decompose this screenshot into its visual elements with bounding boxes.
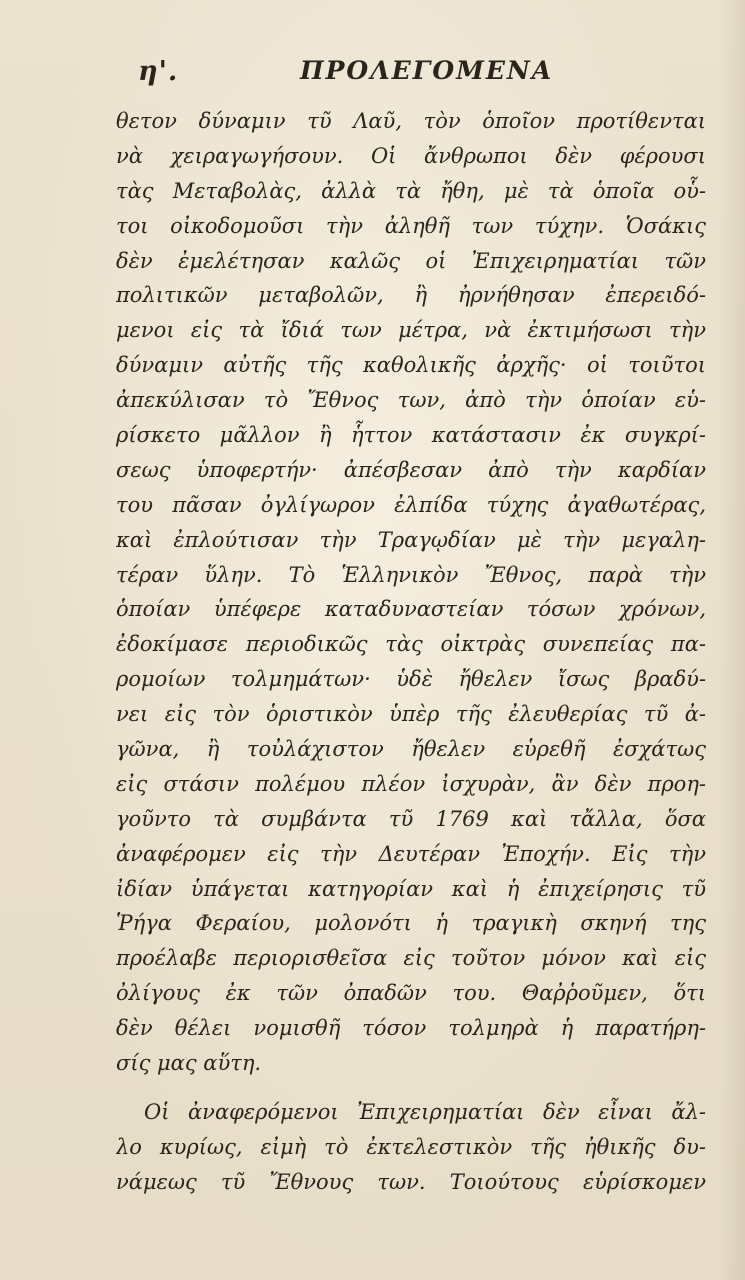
text-line: δὲν ἐμελέτησαν καλῶς οἱ Ἐπιχειρηματίαι τῶν — [116, 248, 706, 273]
text-line: εἰς στάσιν πολέμου πλέον ἰσχυρὰν, ἂν δὲν προη- — [116, 771, 706, 796]
text-line: καὶ ἐπλούτισαν τὴν Τραγῳδίαν μὲ τὴν μεγαλη- — [116, 527, 706, 552]
text-line: γῶνα, ἢ τοὐλάχιστον ἤθελεν εὑρεθῆ ἐσχάτως — [116, 737, 706, 762]
running-title: ΠΡΟΛΕΓΟΜΕΝΑ — [300, 56, 554, 85]
text-line: λο κυρίως, εἰμὴ τὸ ἐκτελεστικὸν τῆς ἠθικῆς δυ- — [116, 1134, 706, 1159]
text-line: νὰ χειραγωγήσουν. Οἱ ἄνθρωποι δὲν φέρουσι — [116, 143, 706, 168]
text-line: νάμεως τῦ Ἔθνους των. Τοιούτους εὑρίσκομεν — [116, 1169, 706, 1194]
paragraph-2 — [116, 1095, 706, 1200]
text-line: δύναμιν αὐτῆς τῆς καθολικῆς ἀρχῆς· οἱ τοιῦτοι — [116, 353, 706, 378]
text-line: Οἱ ἀναφερόμενοι Ἐπιχειρηματίαι δὲν εἶναι ἄλ- — [144, 1099, 706, 1124]
text-line: δὲν θέλει νομισθῆ τόσον τολμηρὰ ἡ παρατήρη- — [116, 1016, 706, 1041]
page-number: η'. — [138, 56, 179, 87]
text-line: Ῥήγα Φεραίου, μολονότι ἡ τραγικὴ σκηνή της — [116, 911, 706, 936]
text-line: ρίσκετο μᾶλλον ἢ ἧττον κατάστασιν ἐκ συγκρί- — [116, 423, 706, 448]
text-line: σεως ὑποφερτήν· ἀπέσβεσαν ἀπὸ τὴν καρδίαν — [116, 457, 706, 482]
paragraph-gap — [116, 1081, 706, 1095]
text-line: ρομοίων τολμημάτων· ὑδὲ ἤθελεν ἴσως βραδύ- — [116, 667, 706, 692]
text-line: ὁποίαν ὑπέφερε καταδυναστείαν τόσων χρόνων, — [116, 597, 706, 622]
text-line: του πᾶσαν ὀγλίγωρον ἐλπίδα τύχης ἀγαθωτέρας, — [116, 492, 706, 517]
text-line: ὀλίγους ἐκ τῶν ὀπαδῶν του. Θαῤῥοῦμεν, ὅτι — [116, 981, 706, 1006]
text-line: γοῦντο τὰ συμβάντα τῦ 1769 καὶ τἄλλα, ὅσα — [116, 806, 706, 831]
text-line: μενοι εἰς τὰ ἴδιά των μέτρα, νὰ ἐκτιμήσωσι τὴν — [116, 318, 706, 343]
body-text — [116, 104, 706, 1200]
page-edge-shadow — [719, 0, 745, 1280]
text-line: ἰδίαν ὑπάγεται κατηγορίαν καὶ ἡ ἐπιχείρησις τῦ — [116, 876, 706, 901]
text-line: ἀπεκύλισαν τὸ Ἔθνος των, ἀπὸ τὴν ὁποίαν εὑ- — [116, 388, 706, 413]
page-header — [138, 56, 554, 96]
text-line: πολιτικῶν μεταβολῶν, ἢ ἠρνήθησαν ἐπερειδό- — [116, 283, 706, 308]
text-line: νει εἰς τὸν ὁριστικὸν ὑπὲρ τῆς ἐλευθερίας τῦ ἀ- — [116, 702, 706, 727]
text-line: σίς μας αὕτη. — [116, 1051, 262, 1076]
text-line: τέραν ὕλην. Τὸ Ἑλληνικὸν Ἔθνος, παρὰ τὴν — [116, 562, 706, 587]
text-line: ἐδοκίμασε περιοδικῶς τὰς οἰκτρὰς συνεπείας πα- — [116, 632, 706, 657]
text-line: τοι οἰκοδομοῦσι τὴν ἀληθῆ των τύχην. Ὁσάκις — [116, 213, 706, 238]
text-line: ἀναφέρομεν εἰς τὴν Δευτέραν Ἐποχήν. Εἰς τὴν — [116, 841, 706, 866]
text-line: προέλαβε περιορισθεῖσα εἰς τοῦτον μόνον καὶ εἰς — [116, 946, 706, 971]
text-line: θετον δύναμιν τῦ Λαῦ, τὸν ὁποῖον προτίθενται — [116, 109, 706, 133]
paragraph-1 — [116, 104, 706, 1081]
text-line: τὰς Μεταβολὰς, ἀλλὰ τὰ ἤθη, μὲ τὰ ὁποῖα οὗ- — [116, 178, 706, 203]
